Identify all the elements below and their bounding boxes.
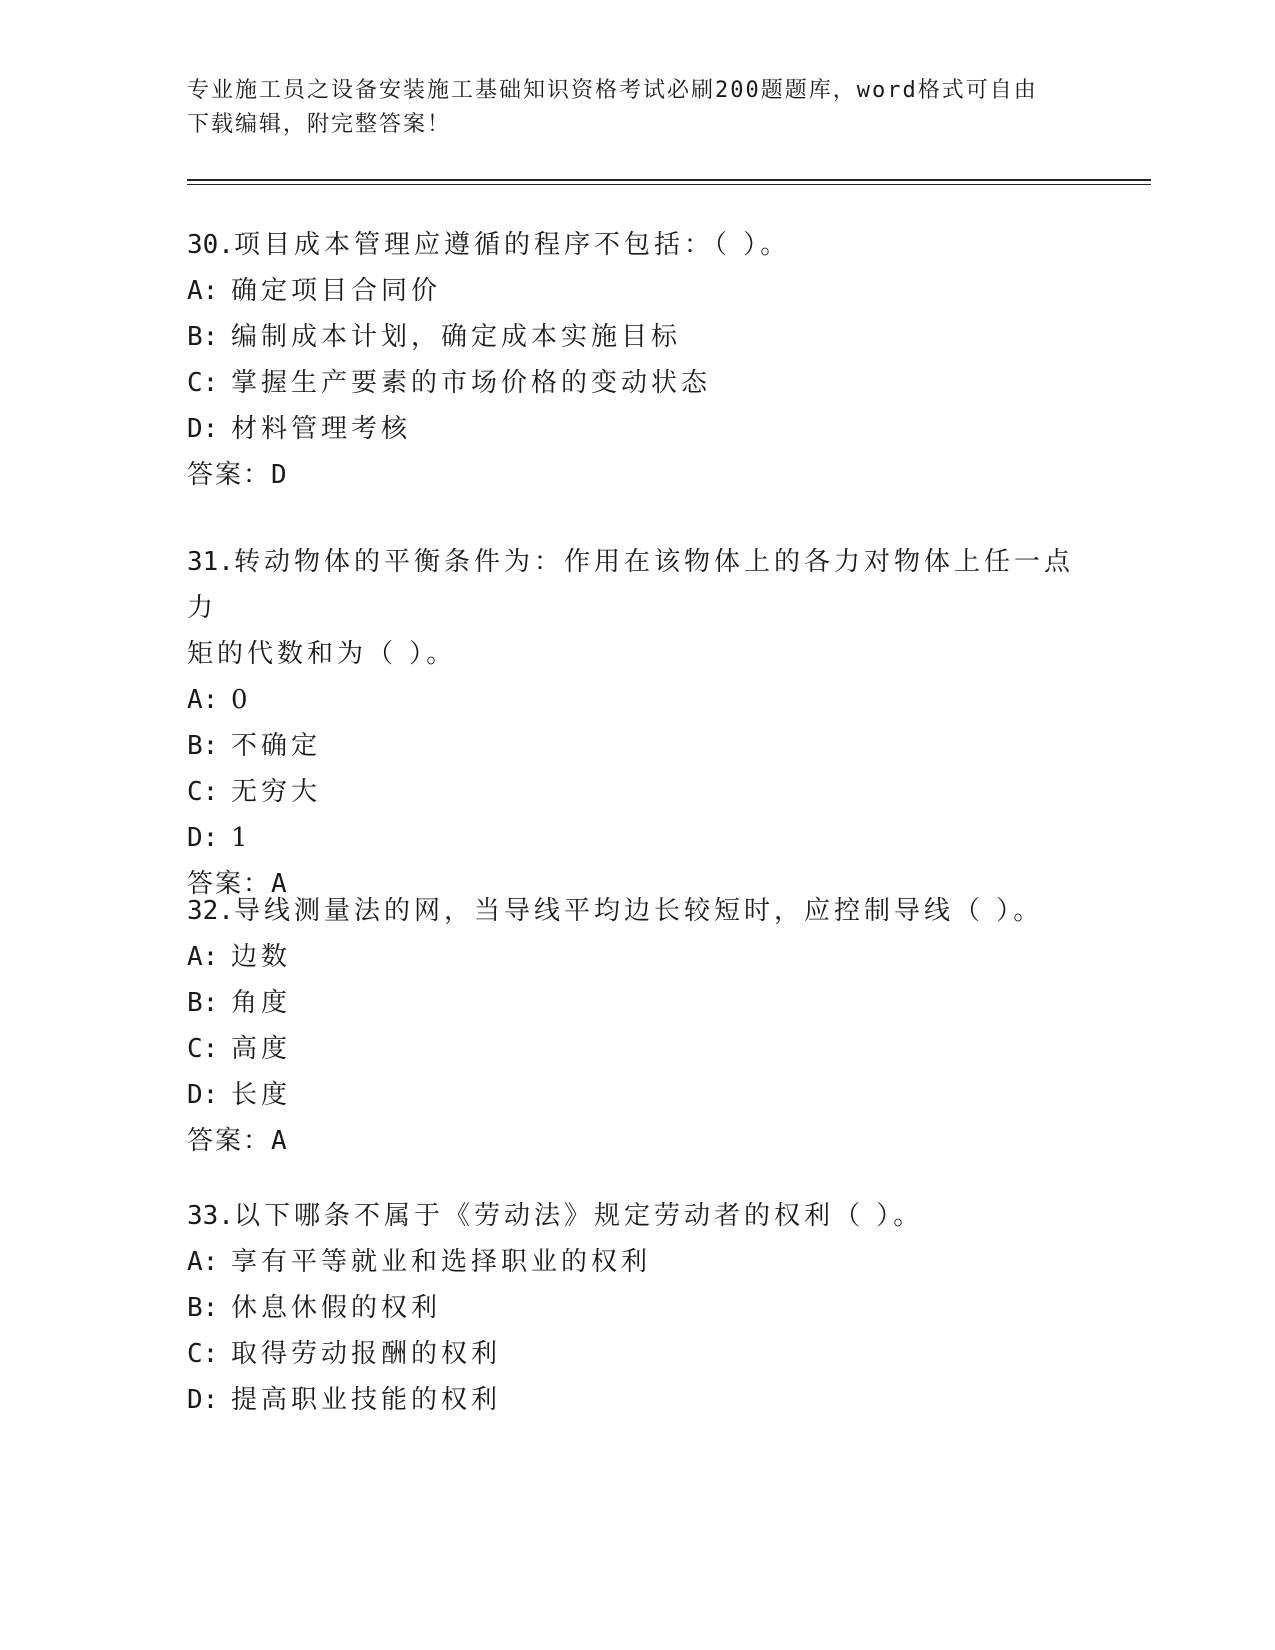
header-rule-thin [187, 184, 1151, 185]
question-stem [187, 222, 1087, 268]
option-c: C: 高度 [187, 1034, 292, 1064]
question-number: 30. [187, 230, 234, 260]
question-number: 31. [187, 547, 234, 577]
option-b: B: 休息休假的权利 [187, 1293, 442, 1323]
header-rule-thick [187, 179, 1151, 181]
question-stem [187, 888, 1087, 934]
option-a: A: 0 [187, 685, 252, 715]
question-33 [187, 1193, 1087, 1423]
option-a: A: 边数 [187, 942, 292, 972]
question-stem-line: 导线测量法的网，当导线平均边长较短时，应控制导线（ ）。 [233, 896, 1044, 926]
question-stem [187, 1193, 1087, 1239]
option-c: C: 无穷大 [187, 777, 322, 807]
question-stem-line: 以下哪条不属于《劳动法》规定劳动者的权利（ ）。 [233, 1201, 924, 1231]
answer-value: D [271, 460, 289, 490]
option-b: B: 编制成本计划，确定成本实施目标 [187, 322, 682, 352]
option-d: D: 1 [187, 823, 252, 853]
question-31 [187, 539, 1087, 907]
question-number: 32. [187, 896, 234, 926]
option-a: A: 享有平等就业和选择职业的权利 [187, 1247, 652, 1277]
option-d: D: 提高职业技能的权利 [187, 1385, 502, 1415]
header-line-2: 下载编辑，附完整答案！ [187, 112, 452, 137]
option-c: C: 掌握生产要素的市场价格的变动状态 [187, 368, 712, 398]
answer-value: A [271, 1126, 289, 1156]
question-32 [187, 888, 1087, 1164]
document-header [187, 74, 1067, 142]
answer-line: 答案：A [187, 869, 289, 899]
question-stem [187, 539, 1087, 631]
question-stem-line: 转动物体的平衡条件为：作用在该物体上的各力对物体上任一点力 [187, 547, 1074, 623]
option-a: A: 确定项目合同价 [187, 276, 442, 306]
answer-line: 答案：D [187, 460, 289, 490]
option-b: B: 角度 [187, 988, 292, 1018]
option-d: D: 材料管理考核 [187, 414, 412, 444]
option-d: D: 长度 [187, 1080, 292, 1110]
option-c: C: 取得劳动报酬的权利 [187, 1339, 502, 1369]
question-stem-line: 项目成本管理应遵循的程序不包括：（ ）。 [233, 230, 791, 260]
answer-value: A [271, 869, 289, 899]
question-number: 33. [187, 1201, 234, 1231]
answer-line: 答案：A [187, 1126, 289, 1156]
question-stem-continued: 矩的代数和为（ ）。 [187, 639, 457, 669]
question-30 [187, 222, 1087, 498]
option-b: B: 不确定 [187, 731, 322, 761]
header-line-1: 专业施工员之设备安装施工基础知识资格考试必刷200题题库，word格式可自由 [187, 78, 1038, 103]
